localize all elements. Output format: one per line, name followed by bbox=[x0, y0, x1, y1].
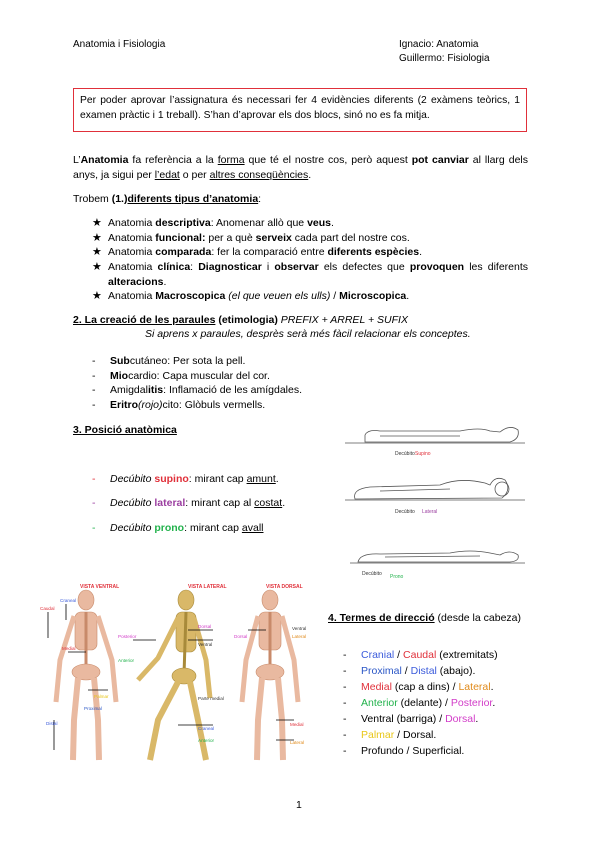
skel-label-17: Lateral bbox=[290, 740, 305, 745]
word-examples-list bbox=[92, 354, 302, 413]
list-item: ★ Anatomia funcional: per a què serveix cada part del nostre cos. bbox=[92, 231, 528, 246]
list-item: ★ Anatomia Macroscopica (el que veuen els ulls) / Microscopica. bbox=[92, 289, 528, 304]
skel-label-9: Dorsal bbox=[198, 624, 212, 629]
label-vista-lateral: VISTA LATERAL bbox=[188, 584, 227, 590]
list-item: ★ Anatomia descriptiva: Anomenar allò que veus. bbox=[92, 216, 528, 231]
supine-figure bbox=[345, 427, 525, 443]
skel-label-18: Dorsal bbox=[234, 634, 248, 639]
label-vista-dorsal: VISTA DORSAL bbox=[266, 584, 303, 590]
skel-label-16: Medial bbox=[290, 722, 304, 727]
caption-lateral-1: Decúbito bbox=[395, 509, 415, 515]
list-item: ★ Anatomia clínica: Diagnosticar i observar els defectes que provoquen les diferents alteracions. bbox=[92, 261, 528, 288]
skel-label-3: Medial bbox=[62, 646, 76, 651]
list-item: - Proximal / Distal (abajo). bbox=[343, 664, 476, 677]
header-right-1: Ignacio: Anatomia bbox=[399, 39, 479, 50]
skel-label-6: Distal bbox=[46, 721, 58, 726]
caption-supino-1: Decúbito bbox=[395, 451, 415, 457]
section4-title: 4. Termes de direcció (desde la cabeza) bbox=[328, 612, 521, 624]
skel-label-2: Craneal bbox=[60, 598, 77, 603]
position-supino: - Decúbito supino: mirant cap amunt. bbox=[92, 473, 279, 485]
list-item: ★ Anatomia comparada: fer la comparació entre diferents espècies. bbox=[92, 245, 528, 260]
list-item: - Anterior (delante) / Posterior. bbox=[343, 696, 496, 709]
direction-terms-list bbox=[343, 648, 498, 760]
skeleton-direction-figure bbox=[38, 580, 308, 768]
list-item: - Ventral (barriga) / Dorsal. bbox=[343, 712, 479, 725]
star-icon: ★ bbox=[92, 246, 102, 259]
skel-label-1: Caudal bbox=[40, 606, 55, 611]
section2-note: Si aprens x paraules, desprès serà més fàcil relacionar els conceptes. bbox=[145, 328, 471, 340]
list-item: - Palmar / Dorsal. bbox=[343, 728, 437, 741]
notice-box: Per poder aprovar l’assignatura és necessari fer 4 evidències diferents (2 exàmens teòrics, 1 examen pràctic i 1 treball). S’han d’aprovar els dos blocs, sinó no es fa mitja. bbox=[73, 88, 527, 132]
skel-label-5: Proximal bbox=[84, 706, 102, 711]
list-item: - Medial (cap a dins) / Lateral. bbox=[343, 680, 494, 693]
skel-label-4: Palmar bbox=[94, 694, 109, 699]
header-right-2: Guillermo: Fisiologia bbox=[399, 53, 490, 64]
star-icon: ★ bbox=[92, 231, 102, 244]
caption-prono-1: Decúbito bbox=[362, 571, 382, 577]
list-item: - Eritro(rojo)cito: Glòbuls vermells. bbox=[92, 399, 266, 412]
page-number: 1 bbox=[296, 799, 302, 811]
types-lead: Trobem (1.)diferents tipus d’anatomia: bbox=[73, 193, 262, 205]
skel-label-14: Ventral bbox=[292, 626, 307, 631]
skel-label-13: Anterior bbox=[198, 738, 215, 743]
skeleton-ventral bbox=[56, 590, 116, 760]
label-vista-ventral: VISTA VENTRAL bbox=[80, 584, 120, 590]
skel-label-12: Craneal bbox=[198, 726, 215, 731]
caption-prono-2: Prono bbox=[390, 574, 404, 580]
header-left: Anatomia i Fisiologia bbox=[73, 39, 166, 50]
prone-figure bbox=[350, 551, 525, 563]
skel-label-8: Anterior bbox=[118, 658, 135, 663]
anatomy-types-list bbox=[92, 216, 528, 304]
star-icon: ★ bbox=[92, 261, 102, 274]
position-lateral: - Decúbito lateral: mirant cap al costat. bbox=[92, 497, 286, 509]
list-item: - Miocardio: Capa muscular del cor. bbox=[92, 369, 270, 382]
skel-label-10: Ventral bbox=[198, 642, 213, 647]
position-prono: - Decúbito prono: mirant cap avall bbox=[92, 522, 264, 534]
list-item: - Subcutáneo: Per sota la pell. bbox=[92, 355, 246, 367]
decubitus-figures bbox=[340, 415, 530, 585]
section2-title: 2. La creació de les paraules (etimologia) PREFIX + ARREL + SUFIX bbox=[73, 314, 408, 326]
star-icon: ★ bbox=[92, 290, 102, 303]
star-icon: ★ bbox=[92, 217, 102, 229]
skel-label-7: Posterior bbox=[118, 634, 137, 639]
lateral-figure bbox=[345, 478, 525, 500]
intro-paragraph: L’Anatomia fa referència a la forma que té el nostre cos, però aquest pot canviar al llarg dels anys, ja sigui per l’edat o per altres conseqüències. bbox=[73, 154, 528, 181]
skeleton-dorsal bbox=[242, 590, 298, 760]
skel-label-11: Parte medial bbox=[198, 696, 224, 701]
caption-lateral-2: Lateral bbox=[422, 509, 438, 515]
list-item: - Cranial / Caudal (extremitats) bbox=[343, 649, 498, 661]
section3-title: 3. Posició anatòmica bbox=[73, 424, 177, 436]
list-item: - Profundo / Superficial. bbox=[343, 744, 465, 757]
list-item: - Amigdalitis: Inflamació de les amígdales. bbox=[92, 384, 303, 397]
caption-supino-2: Supino bbox=[415, 451, 431, 457]
skel-label-15: Lateral bbox=[292, 634, 307, 639]
